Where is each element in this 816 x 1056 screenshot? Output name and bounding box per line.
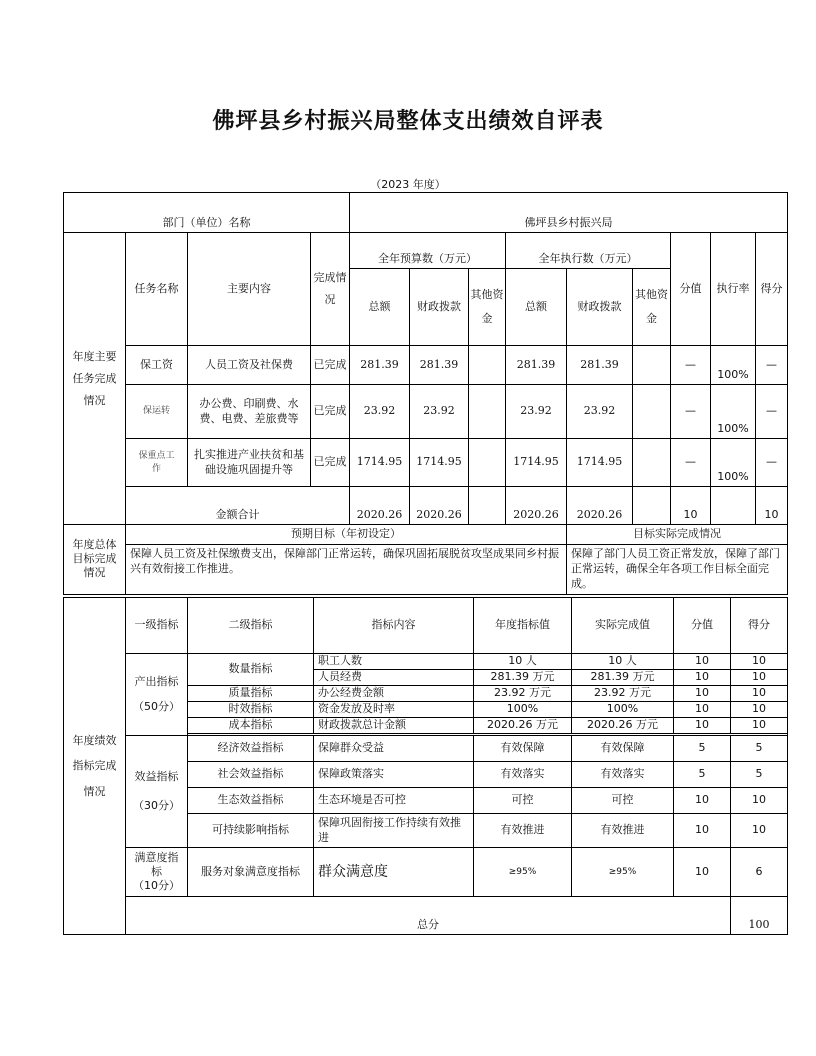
satisfaction-indicator <box>126 848 188 897</box>
indicator-content: 保障政策落实 <box>314 762 474 788</box>
task-score: — <box>756 385 788 439</box>
output-indicator <box>126 654 188 736</box>
indicator-score-value: 10 <box>674 848 731 897</box>
exec-total: 23.92 <box>506 385 567 439</box>
sum-exec-total: 2020.26 <box>506 487 567 525</box>
task-status: 已完成 <box>311 346 350 385</box>
table-row <box>64 848 788 897</box>
indicator-score: 5 <box>731 736 788 762</box>
th-budget: 全年预算数（万元） <box>350 233 506 269</box>
th-indicator-content: 指标内容 <box>314 598 474 654</box>
sum-budget-fiscal: 2020.26 <box>410 487 469 525</box>
task-score-value: — <box>671 385 711 439</box>
indicator-content: 群众满意度 <box>314 848 474 897</box>
effect-indicator <box>126 736 188 848</box>
sum-label: 金额合计 <box>126 487 350 525</box>
sum-exec-other <box>633 487 671 525</box>
level2-economic: 经济效益指标 <box>188 736 314 762</box>
indicator-score-value: 10 <box>674 718 731 734</box>
table-row <box>64 736 788 762</box>
indicator-score-value: 10 <box>674 814 731 848</box>
level2-quality: 质量指标 <box>188 686 314 702</box>
indicator-score-value: 10 <box>674 702 731 718</box>
dept-name: 佛坪县乡村振兴局 <box>350 193 788 233</box>
indicator-content: 财政拨款总计金额 <box>314 718 474 734</box>
th-exec-fiscal: 财政拨款 <box>567 269 633 346</box>
th-score: 得分 <box>756 233 788 346</box>
level2-timeliness: 时效指标 <box>188 702 314 718</box>
indicator-score: 5 <box>731 762 788 788</box>
indicator-table <box>63 597 788 935</box>
indicator-actual: 2020.26 万元 <box>572 718 674 734</box>
indicator-content: 保障巩固衔接工作持续有效推进 <box>314 814 474 848</box>
th-budget-total: 总额 <box>350 269 410 346</box>
indicator-actual: 有效保障 <box>572 736 674 762</box>
th-score: 得分 <box>731 598 788 654</box>
indicator-target: 可控 <box>474 788 572 814</box>
indicator-target: 有效保障 <box>474 736 572 762</box>
budget-other <box>469 346 506 385</box>
dept-label: 部门（单位）名称 <box>64 193 350 233</box>
indicator-score: 6 <box>731 848 788 897</box>
expected-goal-label: 预期目标（年初设定） <box>126 525 567 545</box>
indicator-target: 有效落实 <box>474 762 572 788</box>
task-content: 办公费、印刷费、水费、电费、差旅费等 <box>188 385 311 439</box>
level2-ecological: 生态效益指标 <box>188 788 314 814</box>
exec-other <box>633 346 671 385</box>
indicator-target: 100% <box>474 702 572 718</box>
budget-total: 281.39 <box>350 346 410 385</box>
indicator-actual: 23.92 万元 <box>572 686 674 702</box>
indicator-score-value: 10 <box>674 670 731 686</box>
th-score-value: 分值 <box>671 233 711 346</box>
indicator-section-label: 年度绩效指标完成情况 <box>64 598 126 935</box>
indicator-actual: 可控 <box>572 788 674 814</box>
budget-fiscal: 1714.95 <box>410 439 469 487</box>
indicator-score-value: 5 <box>674 762 731 788</box>
expected-goal-text: 保障人员工资及社保缴费支出，保障部门正常运转，确保巩固拓展脱贫攻坚成果同乡村振兴有效衔接工作推进。 <box>126 545 567 595</box>
th-exec-rate: 执行率 <box>711 233 756 346</box>
total-row <box>64 897 788 935</box>
task-table <box>63 192 788 595</box>
sum-exec-rate <box>711 487 756 525</box>
indicator-score-value: 10 <box>674 788 731 814</box>
indicator-score: 10 <box>731 788 788 814</box>
sum-score-value: 10 <box>671 487 711 525</box>
indicator-actual: 281.39 万元 <box>572 670 674 686</box>
exec-total: 1714.95 <box>506 439 567 487</box>
indicator-score: 10 <box>731 702 788 718</box>
th-budget-other: 其他资金 <box>469 269 506 346</box>
task-score-value: — <box>671 439 711 487</box>
total-score-value: 100 <box>731 897 788 935</box>
level2-quantity: 数量指标 <box>188 654 314 686</box>
th-budget-fiscal: 财政拨款 <box>410 269 469 346</box>
indicator-score-value: 10 <box>674 686 731 702</box>
task-exec-rate: 100% <box>711 439 756 487</box>
task-score: — <box>756 439 788 487</box>
sum-budget-total: 2020.26 <box>350 487 410 525</box>
satisfaction-indicator-name: 满意度指标 <box>134 851 179 879</box>
indicator-content: 人员经费 <box>314 670 474 686</box>
th-status: 完成情况 <box>311 233 350 346</box>
level2-social: 社会效益指标 <box>188 762 314 788</box>
indicator-score-value: 10 <box>674 654 731 670</box>
indicator-content: 生态环境是否可控 <box>314 788 474 814</box>
budget-fiscal: 23.92 <box>410 385 469 439</box>
indicator-score: 10 <box>731 814 788 848</box>
th-target: 年度指标值 <box>474 598 572 654</box>
task-exec-rate: 100% <box>711 385 756 439</box>
indicator-target: 2020.26 万元 <box>474 718 572 734</box>
th-score-value: 分值 <box>674 598 731 654</box>
level2-sustainable: 可持续影响指标 <box>188 814 314 848</box>
budget-other <box>469 439 506 487</box>
budget-fiscal: 281.39 <box>410 346 469 385</box>
th-level2: 二级指标 <box>188 598 314 654</box>
table-row <box>64 439 788 487</box>
task-content: 扎实推进产业扶贫和基础设施巩固提升等 <box>188 439 311 487</box>
task-section-label: 年度主要任务完成情况 <box>64 233 126 525</box>
task-status: 已完成 <box>311 385 350 439</box>
indicator-target: 281.39 万元 <box>474 670 572 686</box>
goal-section-label: 年度总体目标完成情况 <box>64 525 126 595</box>
th-main-content: 主要内容 <box>188 233 311 346</box>
indicator-target: 23.92 万元 <box>474 686 572 702</box>
indicator-content: 办公经费金额 <box>314 686 474 702</box>
task-status: 已完成 <box>311 439 350 487</box>
indicator-content: 保障群众受益 <box>314 736 474 762</box>
indicator-score: 10 <box>731 654 788 670</box>
indicator-score: 10 <box>731 670 788 686</box>
indicator-score: 10 <box>731 718 788 734</box>
exec-fiscal: 1714.95 <box>567 439 633 487</box>
task-content: 人员工资及社保费 <box>188 346 311 385</box>
year-label: （2023 年度） <box>370 178 446 191</box>
page-title: 佛坪县乡村振兴局整体支出绩效自评表 <box>212 109 604 134</box>
indicator-target: ≥95% <box>474 848 572 897</box>
indicator-actual: 有效推进 <box>572 814 674 848</box>
satisfaction-indicator-points: （10分） <box>133 878 180 892</box>
task-score: — <box>756 346 788 385</box>
sum-score: 10 <box>756 487 788 525</box>
effect-indicator-points: （30分） <box>133 798 180 812</box>
sum-row <box>64 487 788 525</box>
th-level1: 一级指标 <box>126 598 188 654</box>
indicator-target: 有效推进 <box>474 814 572 848</box>
level2-satisfaction: 服务对象满意度指标 <box>188 848 314 897</box>
indicator-target: 10 人 <box>474 654 572 670</box>
th-exec-other: 其他资金 <box>633 269 671 346</box>
exec-fiscal: 23.92 <box>567 385 633 439</box>
th-exec-total: 总额 <box>506 269 567 346</box>
th-actual: 实际完成值 <box>572 598 674 654</box>
task-name: 保重点工作 <box>126 439 188 487</box>
th-exec: 全年执行数（万元） <box>506 233 671 269</box>
indicator-actual: 10 人 <box>572 654 674 670</box>
effect-indicator-name: 效益指标 <box>134 769 179 783</box>
actual-goal-text: 保障了部门人员工资正常发放，保障了部门正常运转，确保全年各项工作目标全面完成。 <box>567 545 788 595</box>
task-name: 保工资 <box>126 346 188 385</box>
table-row <box>64 346 788 385</box>
task-score-value: — <box>671 346 711 385</box>
indicator-score: 10 <box>731 686 788 702</box>
indicator-content: 职工人数 <box>314 654 474 670</box>
task-exec-rate: 100% <box>711 346 756 385</box>
sum-budget-other <box>469 487 506 525</box>
budget-other <box>469 385 506 439</box>
indicator-actual: 有效落实 <box>572 762 674 788</box>
total-label: 总分 <box>126 897 731 935</box>
output-indicator-name: 产出指标 <box>134 675 179 689</box>
level2-cost: 成本指标 <box>188 718 314 734</box>
indicator-actual: 100% <box>572 702 674 718</box>
budget-total: 23.92 <box>350 385 410 439</box>
table-row <box>64 385 788 439</box>
output-indicator-points: （50分） <box>133 699 180 713</box>
task-name: 保运转 <box>126 385 188 439</box>
indicator-actual: ≥95% <box>572 848 674 897</box>
exec-other <box>633 385 671 439</box>
sum-exec-fiscal: 2020.26 <box>567 487 633 525</box>
exec-total: 281.39 <box>506 346 567 385</box>
budget-total: 1714.95 <box>350 439 410 487</box>
exec-fiscal: 281.39 <box>567 346 633 385</box>
indicator-score-value: 5 <box>674 736 731 762</box>
th-task-name: 任务名称 <box>126 233 188 346</box>
table-row <box>64 654 788 670</box>
exec-other <box>633 439 671 487</box>
indicator-content: 资金发放及时率 <box>314 702 474 718</box>
actual-goal-label: 目标实际完成情况 <box>567 525 788 545</box>
